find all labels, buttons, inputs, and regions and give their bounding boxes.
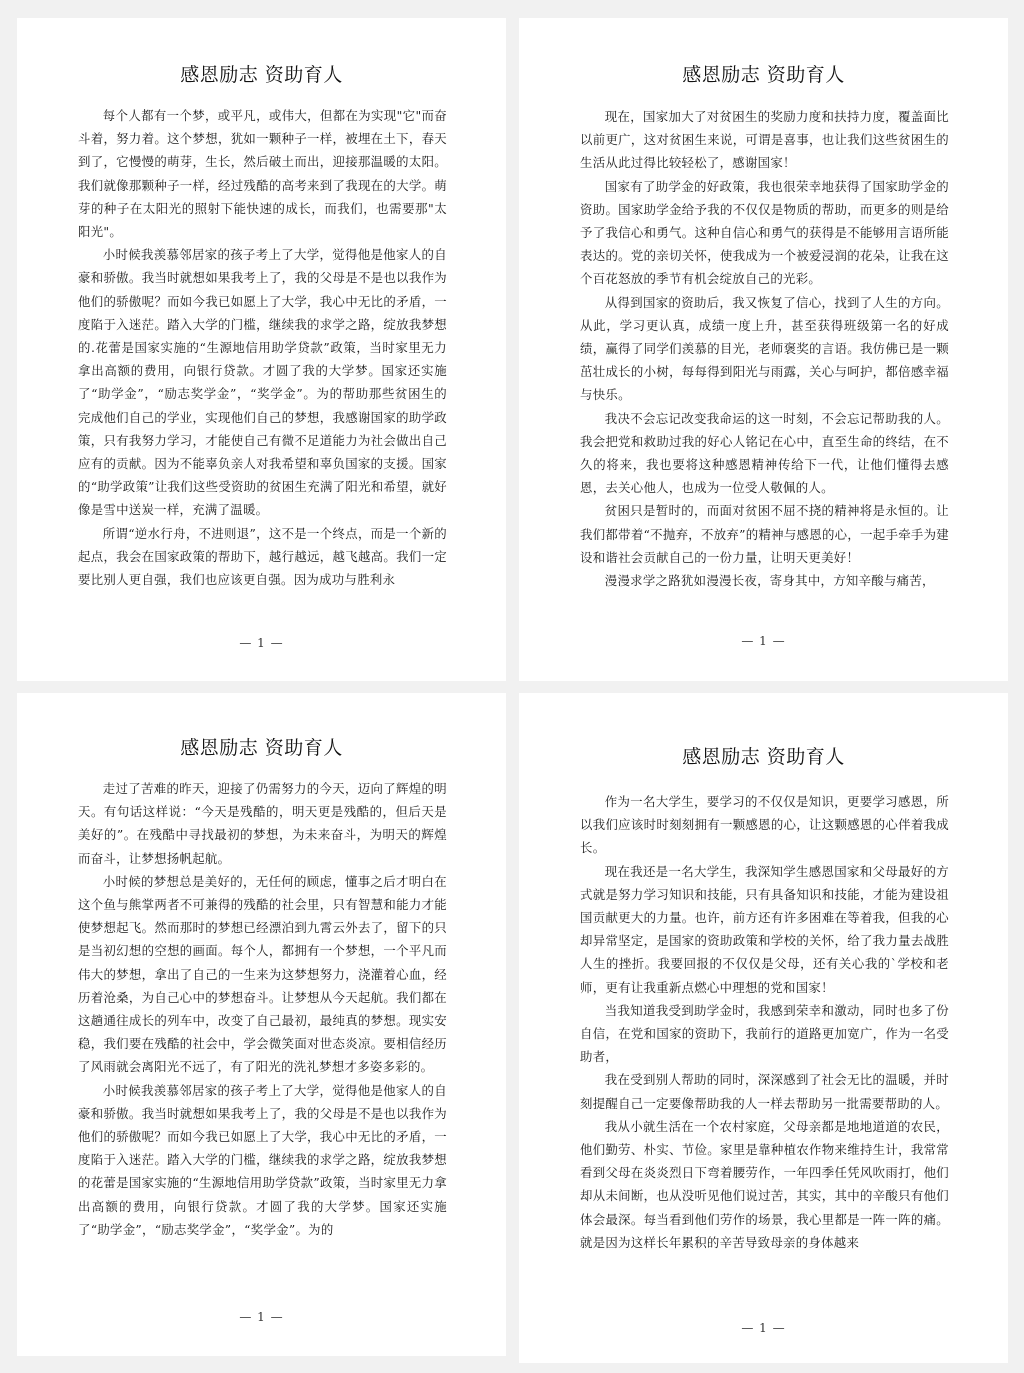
paragraph: 我决不会忘记改变我命运的这一时刻，不会忘记帮助我的人。我会把党和救助过我的好心人铭记在心中，直至生命的终结，在不久的将来，我也要将这种感恩精神传给下一代，让他们懂得去感恩，去关心他人，也成为一位受人敬佩的人。 (580, 410, 949, 496)
paragraph: 漫漫求学之路犹如漫漫长夜，寄身其中，方知辛酸与痛苦， (604, 573, 935, 589)
paragraph: 现在，国家加大了对贫困生的奖励力度和扶持力度，覆盖面比以前更广，这对贫困生来说，可谓是喜事，也让我们这些贫困生的生活从此过得比较轻松了，感谢国家！ (580, 109, 949, 171)
page-number: — 1 — (741, 634, 786, 648)
paragraph: 每个人都有一个梦，或平凡，或伟大，但都在为实现"它"而奋斗着，努力着。这个梦想，犹如一颗种子一样，被埋在土下，春天到了，它慢慢的萌芽，生长，然后破土而出，迎接那温暖的太阳。我们就像那颗种子一样，经过残酷的高考来到了我现在的大学。萌芽的种子在太阳光的照射下能快速的成长，而我们，也需要那"太阳光"。 (78, 108, 447, 240)
page-number: — 1 — (741, 1321, 786, 1335)
page-body (78, 777, 447, 1241)
page-number: — 1 — (239, 1310, 284, 1324)
page-title: 感恩励志 资助育人 (180, 737, 343, 759)
paragraph: 所谓“逆水行舟，不进则退”，这不是一个终点，而是一个新的起点，我会在国家政策的帮助下，越行越远，越飞越高。我们一定要比别人更自强，我们也应该更自强。因为成功与胜利永 (78, 525, 447, 588)
document-page-1 (17, 18, 506, 681)
paragraph: 走过了苦难的昨天，迎接了仍需努力的今天，迈向了辉煌的明天。有句话这样说：“今天是残酷的，明天更是残酷的，但后天是美好的”。在残酷中寻找最初的梦想，为未来奋斗，为明天的辉煌而奋斗，让梦想扬帆起航。 (78, 781, 447, 866)
paragraph: 小时候的梦想总是美好的，无任何的顾虑，懂事之后才明白在这个鱼与熊掌两者不可兼得的残酷的社会里，只有智慧和能力才能使梦想起飞。然而那时的梦想已经漂泊到九霄云外去了，留下的只是当初幻想的空想的画面。每个人，都拥有一个梦想，一个平凡而伟大的梦想，拿出了自己的一生来为这梦想努力，浇灌着心血，经历着沧桑，为自己心中的梦想奋斗。让梦想从今天起航。我们都在这趟通往成长的列车中，改变了自己最初，最纯真的梦想。现实安稳，我们要在残酷的社会中，学会微笑面对世态炎凉。要相信经历了风雨就会离阳光不远了，有了阳光的洗礼梦想才多姿多彩的。 (78, 873, 447, 1075)
paragraph: 贫困只是暂时的，而面对贫困不屈不挠的精神将是永恒的。让我们都带着“不抛弃，不放弃”的精神与感恩的心，一起手牵手为建设和谐社会贡献自己的一份力量，让明天更美好！ (580, 503, 949, 565)
paragraph: 小时候我羡慕邻居家的孩子考上了大学，觉得他是他家人的自豪和骄傲。我当时就想如果我考上了，我的父母是不是也以我作为他们的骄傲呢？而如今我已如愿上了大学，我心中无比的矛盾，一度陷于入迷茫。踏入大学的门槛，继续我的求学之路，绽放我梦想的.花蕾是国家实施的“生源地信用助学贷款”政策，当时家里无力拿出高额的费用，向银行贷款。才圆了我的大学梦。国家还实施了“助学金”，“励志奖学金”，“奖学金”。为的帮助那些贫困生的完成他们自己的学业，实现他们自己的梦想，我感谢国家的助学政策，只有我努力学习，才能使自己有微不足道能力为社会做出自己应有的贡献。因为不能辜负亲人对我希望和辜负国家的支援。国家的“助学政策”让我们这些受资助的贫困生充满了阳光和希望，就好像是雪中送炭一样，充满了温暖。 (78, 247, 447, 518)
paragraph: 从得到国家的资助后，我又恢复了信心，找到了人生的方向。从此，学习更认真，成绩一度上升，甚至获得班级第一名的好成绩，赢得了同学们羡慕的目光，老师褒奖的言语。我仿佛已是一颗茁壮成长的小树，每每得到阳光与雨露，关心与呵护，都倍感幸福与快乐。 (580, 294, 949, 403)
paragraph: 我从小就生活在一个农村家庭，父母亲都是地地道道的农民，他们勤劳、朴实、节俭。家里是靠种植农作物来维持生计，我常常看到父母在炎炎烈日下弯着腰劳作，一年四季任凭风吹雨打，他们却从未间断，也从没听见他们说过苦，其实，其中的辛酸只有他们体会最深。每当看到他们劳作的场景，我心里都是一阵一阵的痛。就是因为这样长年累积的辛苦导致母亲的身体越来 (580, 1118, 949, 1250)
page-number: — 1 — (239, 636, 284, 650)
page-title: 感恩励志 资助育人 (682, 746, 845, 768)
paragraph: 现在我还是一名大学生，我深知学生感恩国家和父母最好的方式就是努力学习知识和技能，只有具备知识和技能，才能为建设祖国贡献更大的力量。也许，前方还有许多困难在等着我，但我的心却异常坚定，是国家的资助政策和学校的关怀，给了我力量去战胜人生的挫折。我要回报的不仅仅是父母，还有关心我的`学校和老师，更有让我重新点燃心中理想的党和国家！ (580, 863, 949, 995)
page-body (78, 104, 447, 591)
document-page-4 (519, 693, 1008, 1363)
page-title: 感恩励志 资助育人 (682, 64, 845, 86)
paragraph: 我在受到别人帮助的同时，深深感到了社会无比的温暖，并时刻提醒自己一定要像帮助我的人一样去帮助另一批需要帮助的人。 (580, 1072, 949, 1111)
paragraph: 作为一名大学生，要学习的不仅仅是知识，更要学习感恩，所以我们应该时时刻刻拥有一颗感恩的心，让这颗感恩的心伴着我成长。 (580, 794, 949, 856)
document-page-2 (519, 18, 1008, 681)
paragraph: 当我知道我受到助学金时，我感到荣幸和激动，同时也多了份自信，在党和国家的资助下，我前行的道路更加宽广，作为一名受助者， (580, 1002, 949, 1065)
page-title: 感恩励志 资助育人 (180, 64, 343, 86)
paragraph: 小时候我羡慕邻居家的孩子考上了大学，觉得他是他家人的自豪和骄傲。我当时就想如果我考上了，我的父母是不是也以我作为他们的骄傲呢？而如今我已如愿上了大学，我心中无比的矛盾，一度陷于入迷茫。踏入大学的门槛，继续我的求学之路，绽放我梦想的花蕾是国家实施的“生源地信用助学贷款”政策，当时家里无力拿出高额的费用，向银行贷款。才圆了我的大学梦。国家还实施了“助学金”，“励志奖学金”，“奖学金”。为的 (78, 1082, 447, 1237)
document-page-3 (17, 693, 506, 1356)
page-body (580, 105, 949, 592)
page-body (580, 790, 949, 1254)
paragraph: 国家有了助学金的好政策，我也很荣幸地获得了国家助学金的资助。国家助学金给予我的不仅仅是物质的帮助，而更多的则是给予了我信心和勇气。这种自信心和勇气的获得是不能够用言语所能表达的。党的亲切关怀，使我成为一个被爱浸润的花朵，让我在这个百花怒放的季节有机会绽放自己的光彩。 (580, 178, 949, 287)
